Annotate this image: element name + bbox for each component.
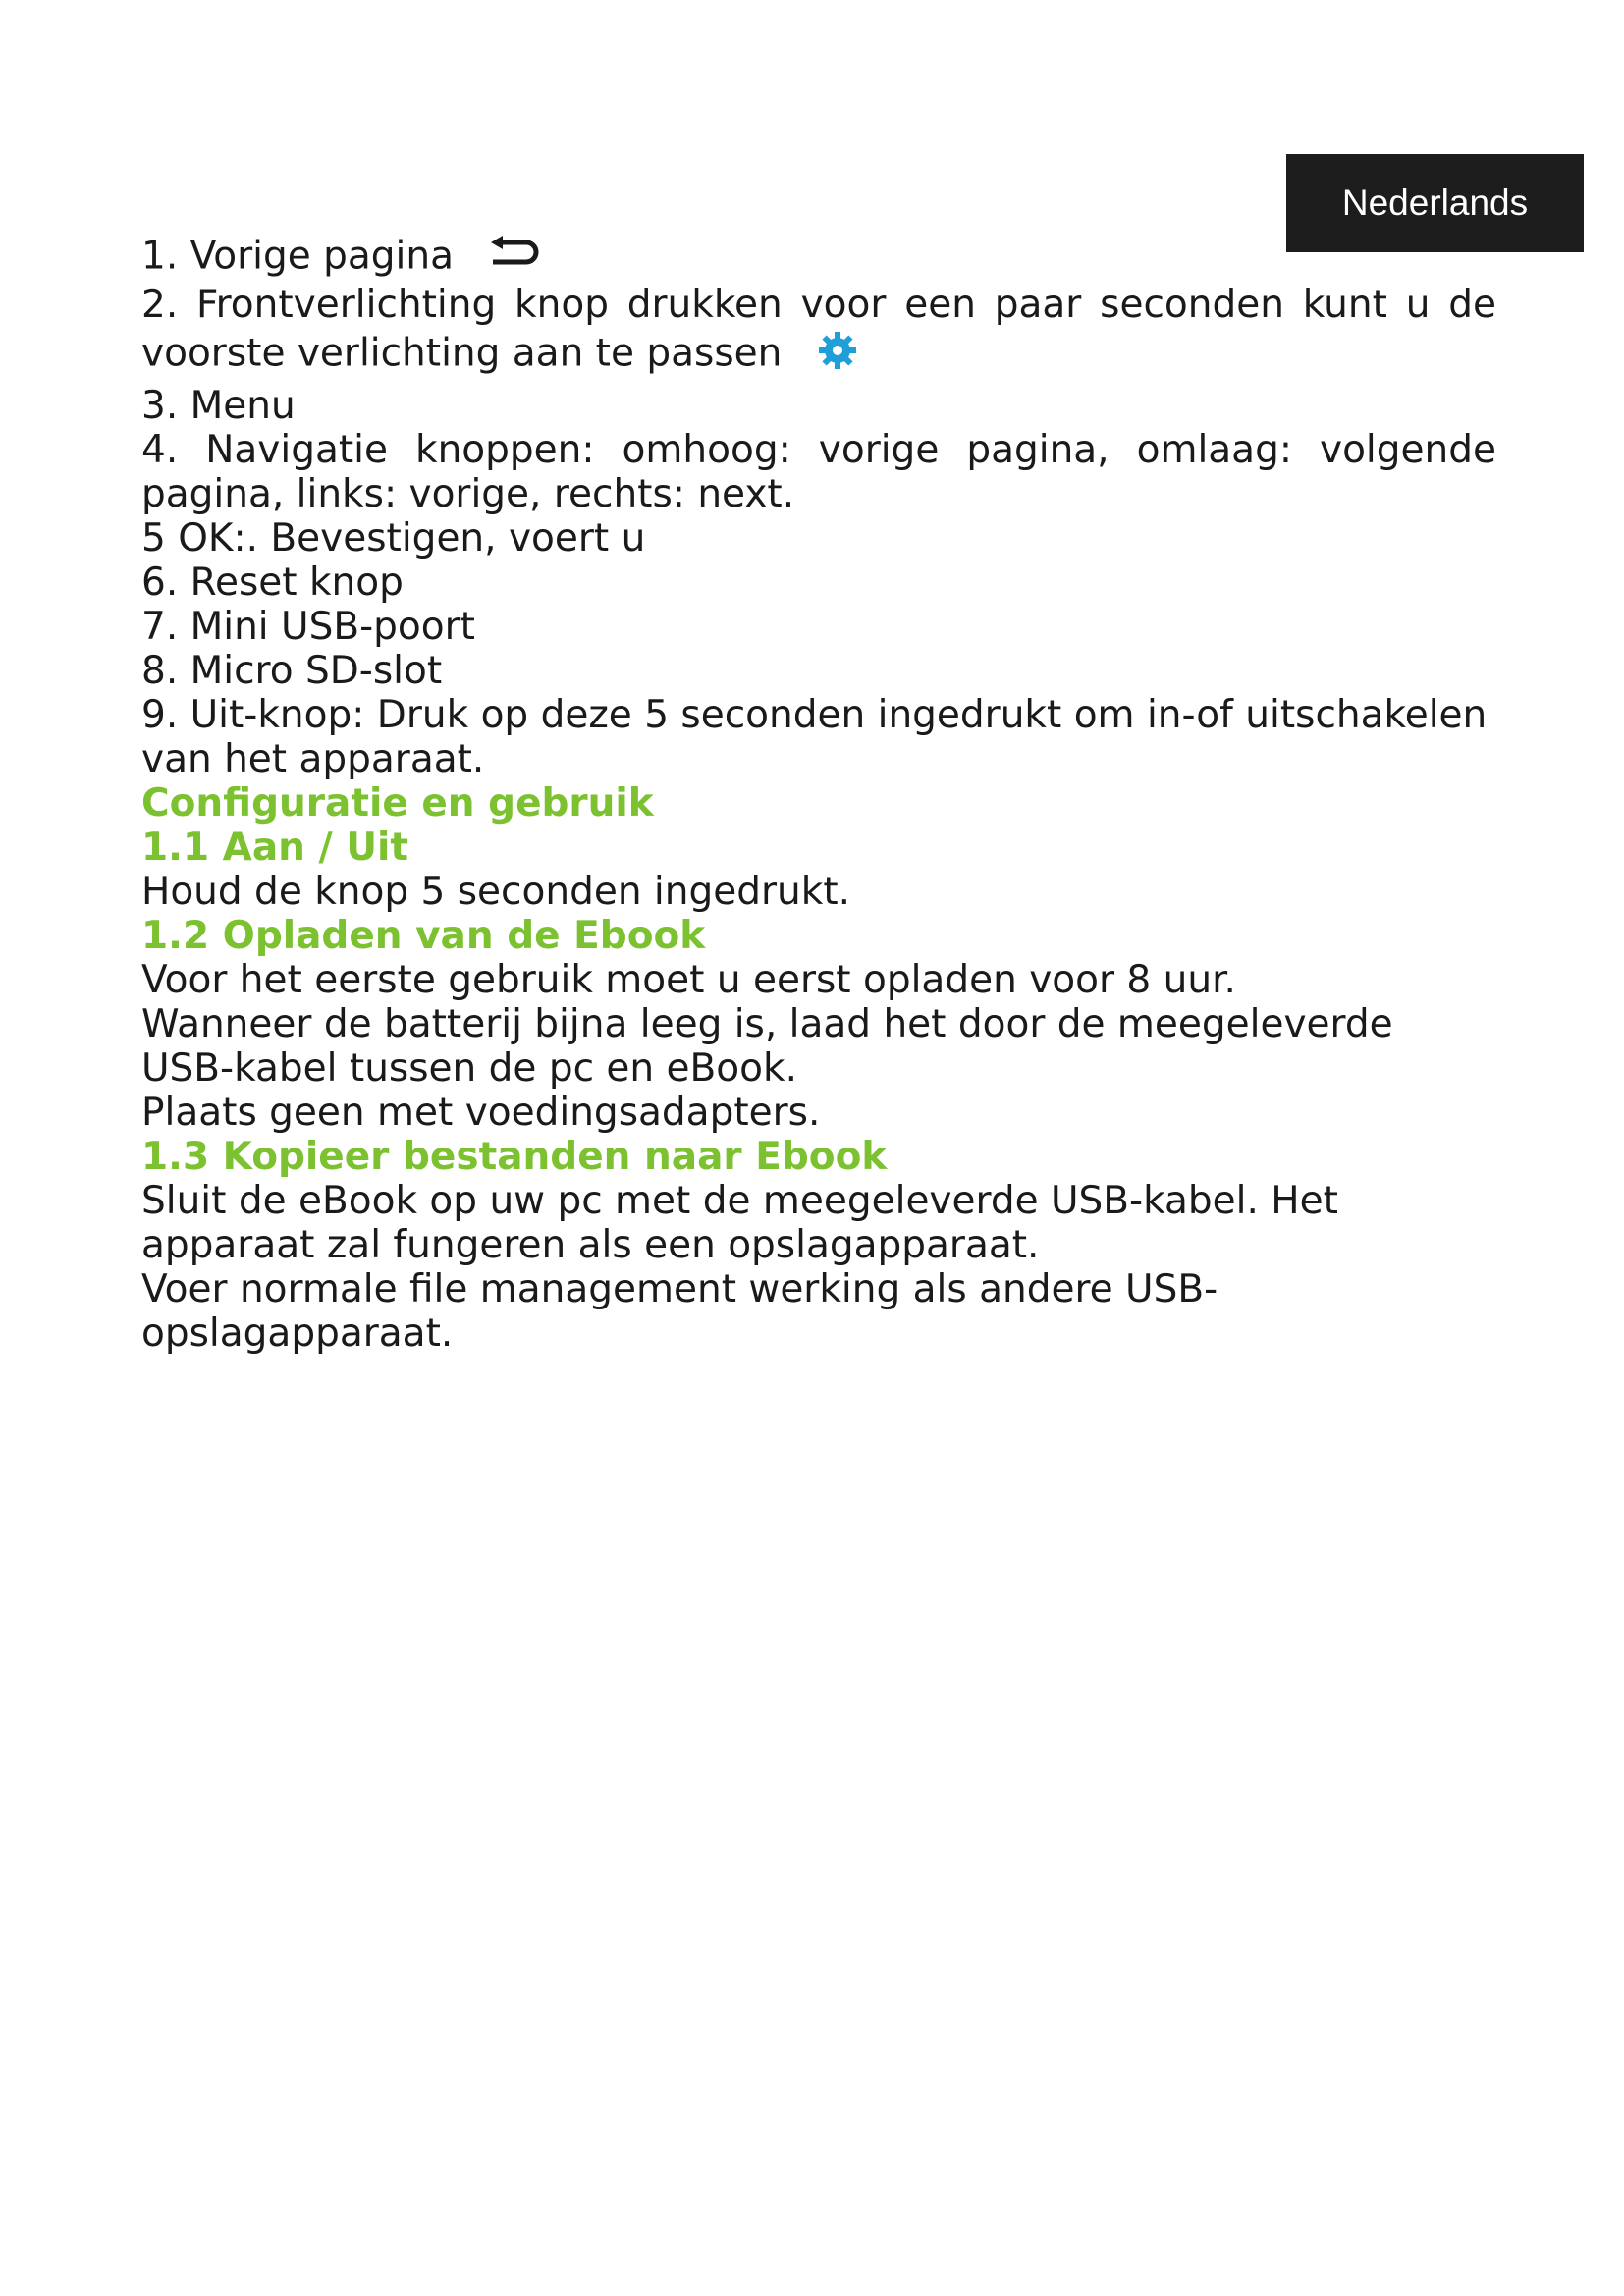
list-item: 7. Mini USB-poort (141, 605, 475, 649)
list-item (141, 283, 1496, 384)
back-arrow-icon (485, 234, 540, 283)
paragraph: Voor het eerste gebruik moet u eerst opladen voor 8 uur. (141, 958, 1236, 1002)
subsection-title-1-3: 1.3 Kopieer bestanden naar Ebook (141, 1135, 888, 1179)
list-item: 4. Navigatie knoppen: omhoog: vorige pagina, omlaag: volgende pagina, links: vorige, rechts: next. (141, 428, 1496, 516)
list-item: 9. Uit-knop: Druk op deze 5 seconden ingedrukt om in-of uitschakelen van het apparaat. (141, 693, 1488, 781)
gear-icon (814, 327, 861, 384)
list-item-text: 1. Vorige pagina (141, 234, 454, 279)
list-item-text: 2. Frontverlichting knop drukken voor een paar seconden kunt u de voorste verlichting aan te passen (141, 283, 1496, 376)
manual-content (141, 234, 1496, 1356)
list-item: 3. Menu (141, 384, 296, 428)
paragraph: Houd de knop 5 seconden ingedrukt. (141, 870, 851, 914)
list-item: 5 OK:. Bevestigen, voert u (141, 516, 646, 561)
language-tab: Nederlands (1286, 154, 1584, 252)
subsection-title-1-1: 1.1 Aan / Uit (141, 826, 409, 870)
paragraph: Voer normale file management werking als andere USB-opslagapparaat. (141, 1267, 1218, 1356)
list-item: 8. Micro SD-slot (141, 649, 443, 693)
list-item: 6. Reset knop (141, 561, 404, 605)
subsection-title-1-2: 1.2 Opladen van de Ebook (141, 914, 706, 958)
paragraph: Wanneer de batterij bijna leeg is, laad het door de meegeleverde USB-kabel tussen de pc en eBook. (141, 1002, 1393, 1091)
list-item (141, 234, 1496, 283)
paragraph: Sluit de eBook op uw pc met de meegeleverde USB-kabel. Het apparaat zal fungeren als een opslagapparaat. (141, 1179, 1338, 1267)
paragraph: Plaats geen met voedingsadapters. (141, 1091, 821, 1135)
section-title: Configuratie en gebruik (141, 781, 654, 826)
